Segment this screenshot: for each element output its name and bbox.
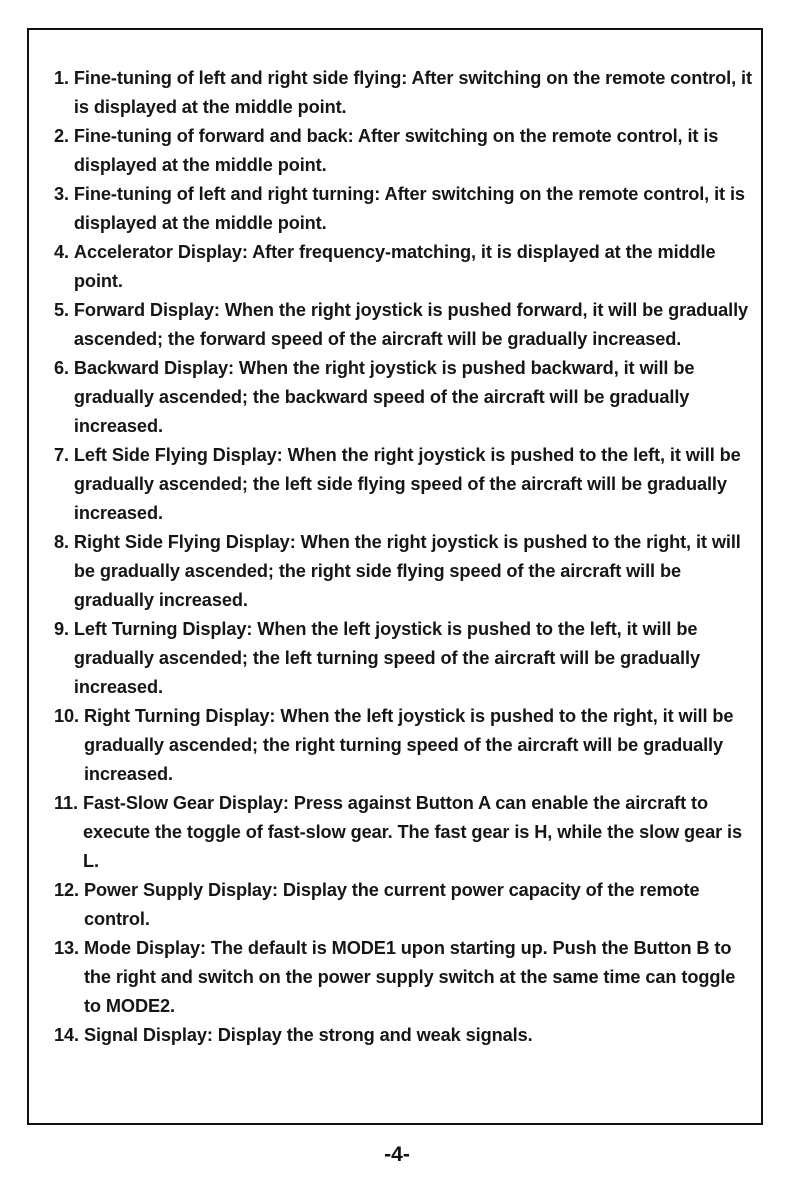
- list-item: [54, 934, 754, 1021]
- item-number: 3.: [54, 184, 74, 204]
- list-item: [54, 876, 754, 934]
- item-text: Left Side Flying Display: When the right joystick is pushed to the left, it will be gradually ascended; the left side flying speed of the aircraft will be gradually increased.: [73, 445, 741, 523]
- item-number: 14.: [54, 1025, 84, 1045]
- item-text: Accelerator Display: After frequency-matching, it is displayed at the middle point.: [73, 242, 716, 291]
- page-number: -4-: [384, 1143, 410, 1166]
- item-number: 4.: [54, 242, 74, 262]
- list-item: [54, 441, 754, 528]
- item-number: 5.: [54, 300, 74, 320]
- list-item: [54, 122, 754, 180]
- item-text: Mode Display: The default is MODE1 upon starting up. Push the Button B to the right and switch on the power supply switch at the same time can toggle to MODE2.: [83, 938, 736, 1016]
- item-number: 12.: [54, 880, 84, 900]
- list-item: [54, 702, 754, 789]
- item-number: 2.: [54, 126, 74, 146]
- list-item: [54, 615, 754, 702]
- item-text: Fine-tuning of forward and back: After switching on the remote control, it is displayed at the middle point.: [73, 126, 719, 175]
- item-text: Power Supply Display: Display the current power capacity of the remote control.: [83, 880, 700, 929]
- list-item: [54, 64, 754, 122]
- item-text: Backward Display: When the right joystick is pushed backward, it will be gradually ascended; the backward speed of the aircraft will be gradually increased.: [73, 358, 695, 436]
- item-number: 9.: [54, 619, 74, 639]
- list-item: [54, 238, 754, 296]
- item-text: Right Turning Display: When the left joystick is pushed to the right, it will be gradually ascended; the right turning speed of the aircraft will be gradually increased.: [83, 706, 734, 784]
- list-item: [54, 354, 754, 441]
- instruction-list: [54, 64, 754, 1050]
- item-text: Fine-tuning of left and right side flying: After switching on the remote control, it is displayed at the middle point.: [73, 68, 752, 117]
- item-number: 10.: [54, 706, 84, 726]
- list-item: [54, 528, 754, 615]
- item-number: 11.: [54, 793, 83, 813]
- list-item: [54, 180, 754, 238]
- list-item: [54, 1021, 754, 1050]
- item-number: 8.: [54, 532, 74, 552]
- item-text: Left Turning Display: When the left joystick is pushed to the left, it will be gradually ascended; the left turning speed of the aircraft will be gradually increased.: [73, 619, 700, 697]
- item-text: Fast-Slow Gear Display: Press against Button A can enable the aircraft to execute the toggle of fast-slow gear. The fast gear is H, while the slow gear is L.: [82, 793, 742, 871]
- list-item: [54, 789, 754, 876]
- item-number: 7.: [54, 445, 74, 465]
- item-text: Signal Display: Display the strong and weak signals.: [83, 1025, 533, 1045]
- list-item: [54, 296, 754, 354]
- item-text: Right Side Flying Display: When the right joystick is pushed to the right, it will be gradually ascended; the right side flying speed of the aircraft will be gradually increased.: [73, 532, 741, 610]
- item-text: Fine-tuning of left and right turning: After switching on the remote control, it is displayed at the middle point.: [73, 184, 745, 233]
- item-number: 1.: [54, 68, 74, 88]
- item-number: 6.: [54, 358, 74, 378]
- item-number: 13.: [54, 938, 84, 958]
- item-text: Forward Display: When the right joystick is pushed forward, it will be gradually ascended; the forward speed of the aircraft will be gradually increased.: [73, 300, 749, 349]
